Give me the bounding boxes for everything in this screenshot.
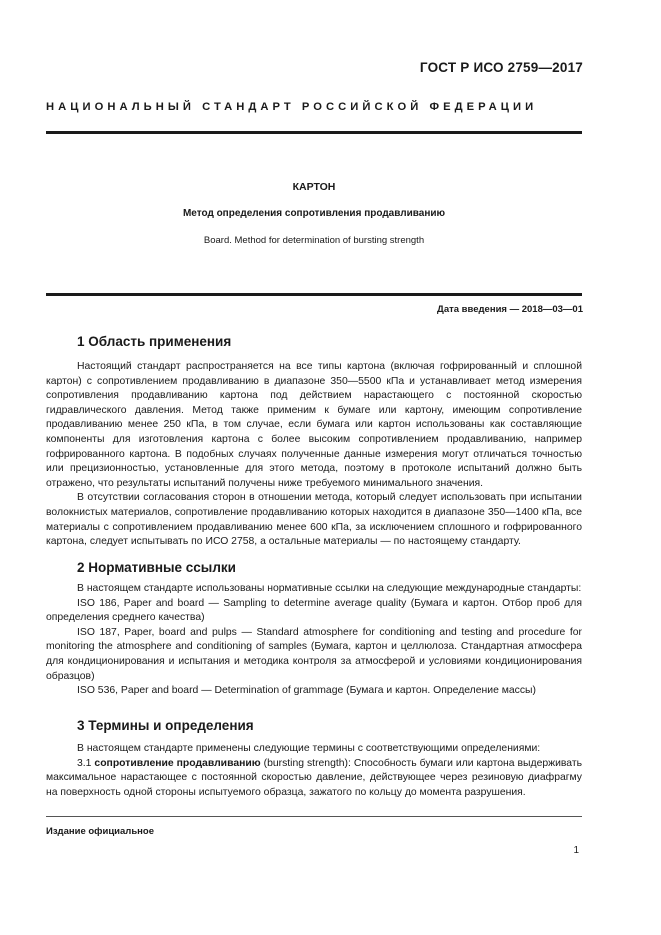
national-standard-heading: НАЦИОНАЛЬНЫЙ СТАНДАРТ РОССИЙСКОЙ ФЕДЕРАЦИИ <box>46 101 538 113</box>
section-1-paragraph-1: Настоящий стандарт распространяется на все типы картона (включая гофрированный и сплошной картон) с сопротивлением продавливанию в диапазоне 350—5500 кПа и устанавливает метод измерения сопротивления продавливанию картона под действием нарастающего с постоянной скоростью гидравлического давления. Метод также применим к бумаге или картону, имеющим сопротивление продавливанию менее 250 кПа, в том случае, если бумага или картон использованы как составляющие компоненты для изготовления картона с более высоким сопротивлением продавливанию, например гофрированного картона. В подобных случаях полученные данные измерения могут отличаться точностью или прецизионностью, установленные для этого метода, поэтому в протоколе испытаний должно быть отражено, что результаты испытаний получены ниже требуемого минимального значения. <box>46 361 582 489</box>
term-definition-3-1 <box>46 757 582 801</box>
page-number: 1 <box>573 845 579 856</box>
introduction-date: Дата введения — 2018—03—01 <box>437 304 583 315</box>
middle-rule <box>46 293 582 296</box>
section-3-body <box>46 742 582 800</box>
official-edition-label: Издание официальное <box>46 826 154 837</box>
section-2-body <box>46 582 582 699</box>
reference-iso-186: ISO 186, Paper and board — Sampling to determine average quality (Бумага и картон. Отбор проб для определения среднего качества) <box>46 597 582 624</box>
section-1-heading: 1 Область применения <box>77 334 232 349</box>
standard-number: ГОСТ Р ИСО 2759—2017 <box>419 60 583 75</box>
section-2-paragraph-1: В настоящем стандарте использованы нормативные ссылки на следующие международные стандарты: <box>77 583 582 594</box>
term-definition-text: (bursting strength): Способность бумаги или картона выдерживать максимальное нарастающее с постоянной скоростью давление, действующее через резиновую диафрагму на поверхность одной стороны испытуемого образца, зажатого по кольцу до момента разрушения. <box>46 757 583 798</box>
reference-iso-187: ISO 187, Paper, board and pulps — Standard atmosphere for conditioning and testing and procedure for monitoring the atmosphere and conditioning of samples (Бумага, картон и целлюлоза. Стандартная атмосфера для кондиционирования и испытания и методика контроля за атмосферой и условиями кондиционирования образцов) <box>46 626 582 682</box>
bottom-rule <box>46 816 582 817</box>
document-english-title: Board. Method for determination of bursting strength <box>203 235 425 246</box>
reference-iso-536: ISO 536, Paper and board — Determination of grammage (Бумага и картон. Определение массы) <box>77 685 536 697</box>
document-subtitle: Метод определения сопротивления продавливанию <box>182 208 446 219</box>
top-rule <box>46 131 582 134</box>
term-number: 3.1 <box>77 757 92 769</box>
term-name: сопротивление продавливанию <box>94 757 261 769</box>
section-2-heading: 2 Нормативные ссылки <box>77 560 236 575</box>
section-1-body <box>46 360 582 550</box>
section-3-heading: 3 Термины и определения <box>77 718 254 733</box>
document-title: КАРТОН <box>292 181 336 193</box>
section-1-paragraph-2: В отсутствии согласования сторон в отношении метода, который следует использовать при испытании волокнистых материалов, сопротивление продавливанию которых находится в диапазоне 350—1400 кПа, все материалы с сопротивлением продавливанию менее 600 кПа, за исключением сплошного и гофрированного картона, следует испытывать по ИСО 2758, а остальные материалы — по настоящему стандарту. <box>46 492 582 548</box>
section-3-paragraph-1: В настоящем стандарте применены следующие термины с соответствующими определениями: <box>77 743 541 754</box>
